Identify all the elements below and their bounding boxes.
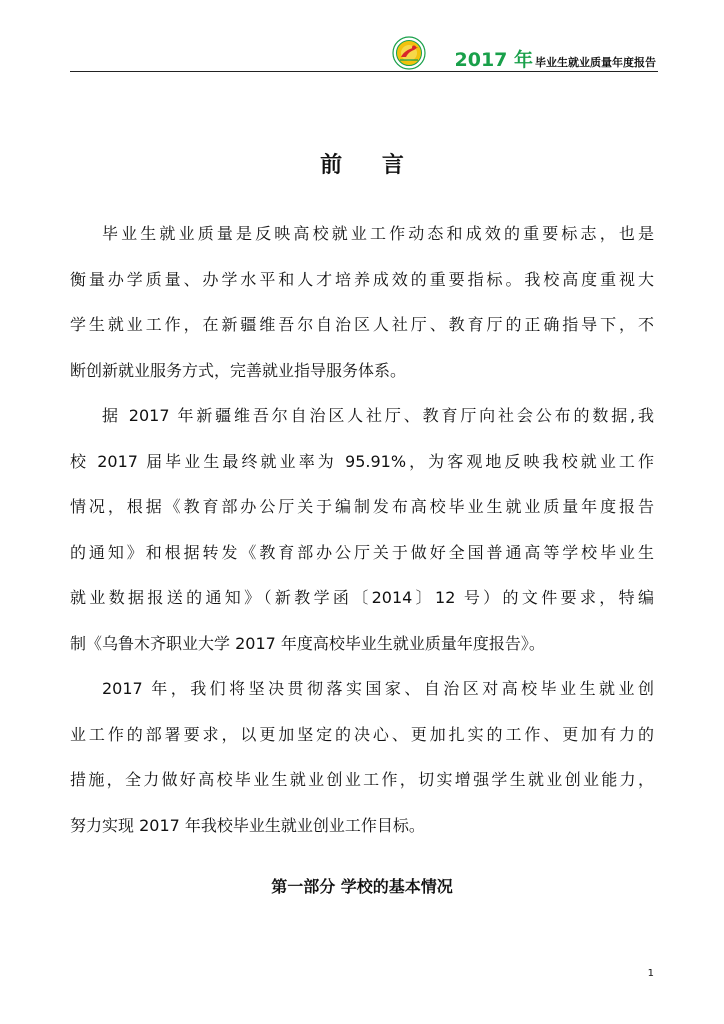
paragraph-2: [70, 393, 654, 666]
text-line: 措施，全力做好高校毕业生就业创业工作，切实增强学生就业创业能力，: [70, 770, 654, 789]
page-number: 1: [647, 968, 654, 979]
section-heading: 第一部分 学校的基本情况: [271, 877, 453, 896]
page-title: 前 言: [320, 153, 420, 178]
university-emblem-icon: [392, 36, 426, 70]
paragraph-1: [70, 211, 654, 393]
text-line: 2017 年，我们将坚决贯彻落实国家、自治区对高校毕业生就业创: [102, 679, 654, 698]
text-line: 情况，根据《教育部办公厅关于编制发布高校毕业生就业质量年度报告: [70, 497, 654, 516]
text-line: 的通知》和根据转发《教育部办公厅关于做好全国普通高等学校毕业生: [70, 542, 654, 562]
text-line: 努力实现 2017 年我校毕业生就业创业工作目标。: [70, 815, 425, 835]
text-line: 毕业生就业质量是反映高校就业工作动态和成效的重要标志，也是: [102, 224, 654, 243]
header-title-text: 毕业生就业质量年度报告: [535, 56, 656, 69]
paragraph-3: [70, 666, 654, 848]
text-line: 业工作的部署要求，以更加坚定的决心、更加扎实的工作、更加有力的: [70, 724, 654, 744]
header-divider: [70, 71, 658, 72]
text-line: 制《乌鲁木齐职业大学 2017 年度高校毕业生就业质量年度报告》。: [70, 633, 545, 653]
text-line: 校 2017 届毕业生最终就业率为 95.91%，为客观地反映我校就业工作: [70, 451, 654, 471]
header-year: 2017 年: [454, 49, 533, 71]
text-line: 学生就业工作，在新疆维吾尔自治区人社厅、教育厅的正确指导下，不: [70, 315, 654, 334]
text-line: 断创新就业服务方式，完善就业指导服务体系。: [70, 360, 407, 380]
text-line: 衡量办学质量、办学水平和人才培养成效的重要指标。我校高度重视大: [70, 269, 654, 289]
text-line: 就业数据报送的通知》（新教学函〔2014〕12 号）的文件要求，特编: [70, 588, 654, 607]
header-report-title: [455, 45, 657, 72]
text-line: 据 2017 年新疆维吾尔自治区人社厅、教育厅向社会公布的数据,我: [102, 406, 654, 425]
body-text: [70, 211, 654, 848]
page-header: [70, 36, 658, 72]
